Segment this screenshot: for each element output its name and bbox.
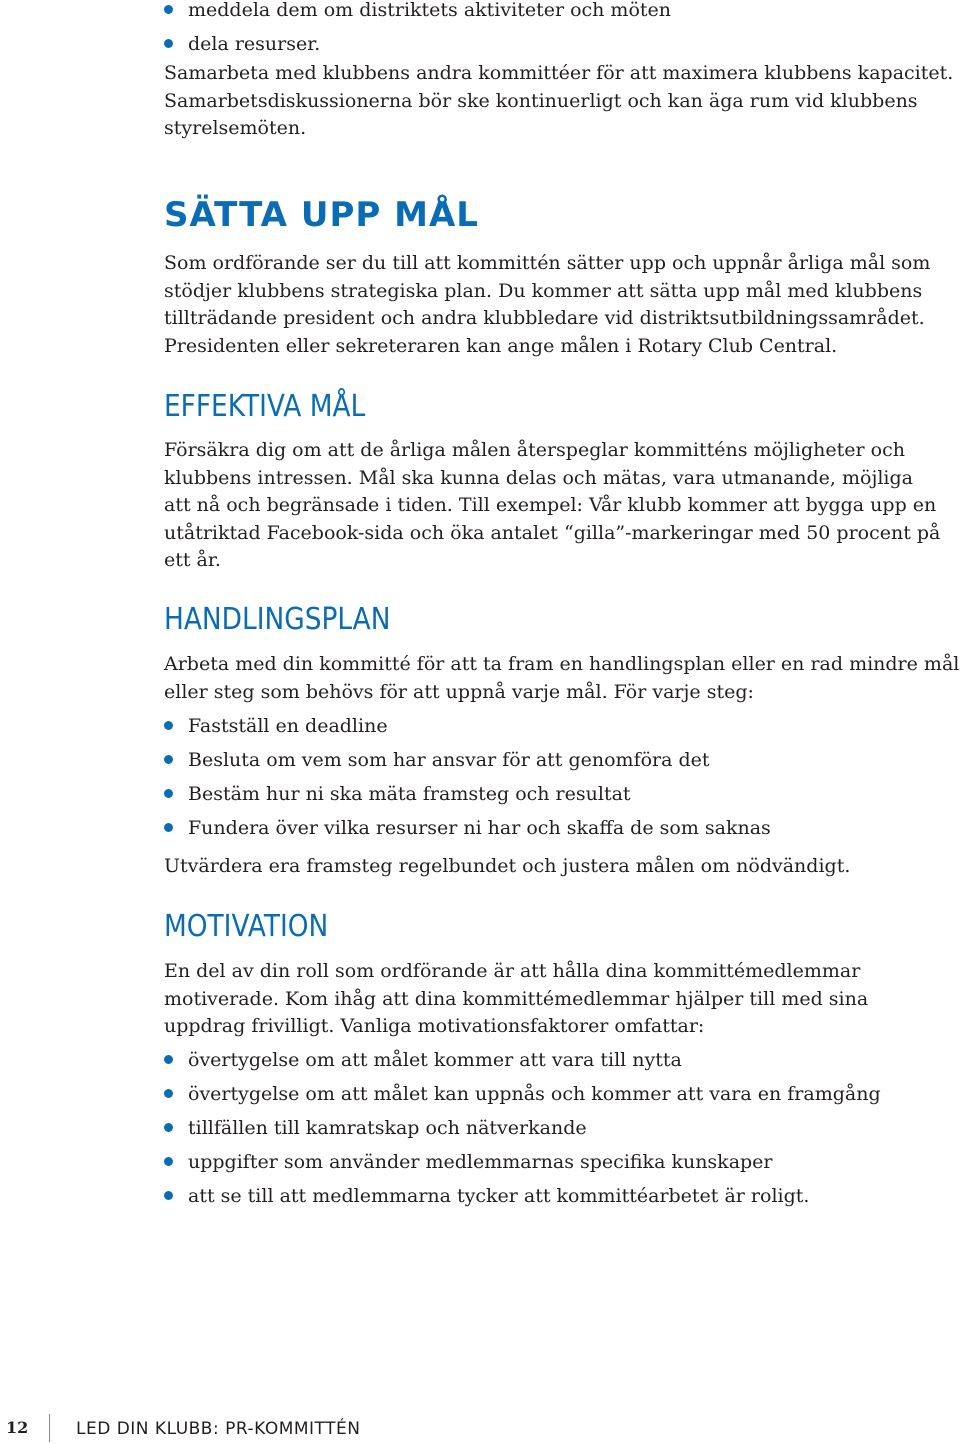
- goals-paragraph: Som ordförande ser du till att kommittén sätter upp och uppnår årliga mål som stödjer klubbens strategiska plan. Du kommer att sätta upp mål med klubbens tillträdande president och andra klubbledare vid distriktsutbildningssamrådet. Presidenten eller sekreteraren kan ange målen i Rotary Club Central.: [164, 252, 931, 357]
- bullet-icon: [164, 39, 173, 48]
- list-item: uppgifter som använder medlemmarnas specifika kunskaper: [164, 1145, 881, 1179]
- list-item: dela resurser.: [164, 27, 671, 61]
- footer-title: LED DIN KLUBB: PR-KOMMITTÉN: [76, 1419, 361, 1439]
- list-item: Bestäm hur ni ska mäta framsteg och resultat: [164, 777, 771, 811]
- section-heading-motivation: MOTIVATION: [164, 909, 329, 944]
- section-heading-goals: SÄTTA UPP MÅL: [164, 195, 479, 235]
- section-heading-action-plan: HANDLINGSPLAN: [164, 602, 391, 637]
- list-item: övertygelse om att målet kommer att vara till nytta: [164, 1043, 881, 1077]
- bullet-icon: [164, 1191, 173, 1200]
- list-item: meddela dem om distriktets aktiviteter och möten: [164, 0, 671, 27]
- bullet-icon: [164, 823, 173, 832]
- motivation-bullet-list: [164, 1043, 881, 1213]
- list-item: Besluta om vem som har ansvar för att genomföra det: [164, 743, 771, 777]
- bullet-icon: [164, 755, 173, 764]
- footer-divider: [49, 1414, 50, 1442]
- effective-goals-paragraph: Försäkra dig om att de årliga målen återspeglar kommitténs möjligheter och klubbens intressen. Mål ska kunna delas och mätas, vara utmanande, möjliga att nå och begränsade i tiden. Till exempel: Vår klubb kommer att bygga upp en utåtriktad Facebook-sida och öka antalet “gilla”-markeringar med 50 procent på ett år.: [164, 439, 941, 571]
- bullet-icon: [164, 789, 173, 798]
- page-footer: [0, 1412, 960, 1444]
- intro-bullet-list: [164, 0, 671, 61]
- bullet-icon: [164, 1123, 173, 1132]
- motivation-paragraph: En del av din roll som ordförande är att hålla dina kommittémedlemmar motiverade. Kom ihåg att dina kommittémedlemmar hjälper till med sina uppdrag frivilligt. Vanliga motivationsfaktorer omfattar:: [164, 960, 869, 1037]
- bullet-icon: [164, 721, 173, 730]
- bullet-icon: [164, 1157, 173, 1166]
- action-plan-closing: Utvärdera era framsteg regelbundet och justera målen om nödvändigt.: [164, 855, 851, 877]
- page-number: 12: [6, 1418, 29, 1437]
- bullet-icon: [164, 5, 173, 14]
- list-item: Fundera över vilka resurser ni har och skaffa de som saknas: [164, 811, 771, 845]
- list-item: Fastställ en deadline: [164, 709, 771, 743]
- bullet-icon: [164, 1055, 173, 1064]
- list-item: att se till att medlemmarna tycker att kommittéarbetet är roligt.: [164, 1179, 881, 1213]
- list-item: övertygelse om att målet kan uppnås och kommer att vara en framgång: [164, 1077, 881, 1111]
- intro-paragraph: Samarbeta med klubbens andra kommittéer för att maximera klubbens kapacitet. Samarbetsdiskussionerna bör ske kontinuerligt och kan äga rum vid klubbens styrelsemöten.: [164, 62, 954, 139]
- action-plan-bullet-list: [164, 709, 771, 845]
- section-heading-effective-goals: EFFEKTIVA MÅL: [164, 389, 366, 424]
- action-plan-paragraph: Arbeta med din kommitté för att ta fram en handlingsplan eller en rad mindre mål eller steg som behövs för att uppnå varje mål. För varje steg:: [164, 653, 960, 703]
- list-item: tillfällen till kamratskap och nätverkande: [164, 1111, 881, 1145]
- bullet-icon: [164, 1089, 173, 1098]
